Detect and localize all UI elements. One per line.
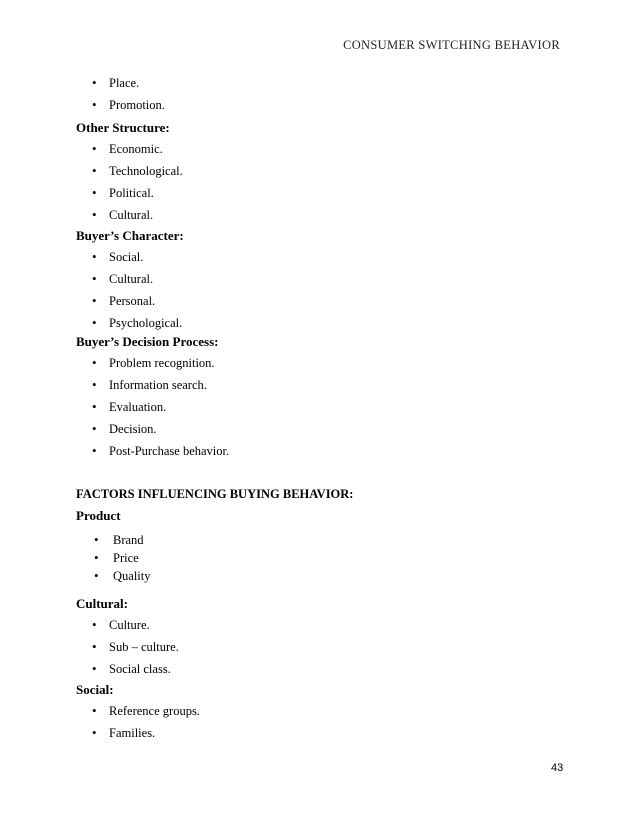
list-item-text: Sub – culture.	[109, 640, 179, 654]
bullet: •	[92, 141, 97, 156]
list-item-text: Promotion.	[109, 98, 165, 112]
list-item-text: Reference groups.	[109, 704, 200, 718]
section-heading-social: Social:	[76, 682, 114, 697]
bullet: •	[92, 639, 97, 654]
section-heading-factors: FACTORS INFLUENCING BUYING BEHAVIOR:	[76, 487, 354, 501]
bullet: •	[92, 97, 97, 112]
bullet: •	[92, 661, 97, 676]
list-item-text: Cultural.	[109, 208, 154, 222]
list-item-text: Families.	[109, 726, 156, 740]
list-item-text: Personal.	[109, 294, 156, 308]
list-item-text: Social.	[109, 250, 144, 264]
list-item-text: Brand	[113, 533, 144, 547]
list-item-text: Technological.	[109, 164, 183, 178]
list-item-text: Psychological.	[109, 316, 183, 330]
list-item-text: Information search.	[109, 378, 207, 392]
bullet: •	[92, 271, 97, 286]
bullet: •	[92, 163, 97, 178]
list-item-text: Political.	[109, 186, 154, 200]
section-heading-buyers-character: Buyer’s Character:	[76, 228, 184, 243]
bullet: •	[92, 315, 97, 330]
list-item-text: Problem recognition.	[109, 356, 215, 370]
section-heading-product: Product	[76, 508, 121, 523]
list-item-text: Cultural.	[109, 272, 154, 286]
page-number: 43	[551, 762, 564, 774]
bullet: •	[92, 617, 97, 632]
bullet: •	[92, 443, 97, 458]
list-item-text: Place.	[109, 76, 140, 90]
list-item-text: Evaluation.	[109, 400, 167, 414]
bullet: •	[94, 532, 99, 547]
bullet: •	[94, 568, 99, 583]
running-header: CONSUMER SWITCHING BEHAVIOR	[343, 38, 560, 52]
list-item-text: Decision.	[109, 422, 157, 436]
list-item-text: Post-Purchase behavior.	[109, 444, 230, 458]
list-item-text: Culture.	[109, 618, 150, 632]
bullet: •	[92, 75, 97, 90]
section-heading-other-structure: Other Structure:	[76, 120, 170, 135]
bullet: •	[92, 421, 97, 436]
section-heading-buyers-decision-process: Buyer’s Decision Process:	[76, 334, 219, 349]
bullet: •	[92, 725, 97, 740]
bullet: •	[92, 207, 97, 222]
bullet: •	[92, 355, 97, 370]
list-item-text: Price	[113, 551, 139, 565]
bullet: •	[92, 703, 97, 718]
list-item-text: Economic.	[109, 142, 163, 156]
list-item-text: Social class.	[109, 662, 171, 676]
bullet: •	[92, 293, 97, 308]
bullet: •	[94, 550, 99, 565]
bullet: •	[92, 377, 97, 392]
section-heading-cultural: Cultural:	[76, 596, 128, 611]
bullet: •	[92, 185, 97, 200]
list-item-text: Quality	[113, 569, 151, 583]
bullet: •	[92, 399, 97, 414]
bullet: •	[92, 249, 97, 264]
